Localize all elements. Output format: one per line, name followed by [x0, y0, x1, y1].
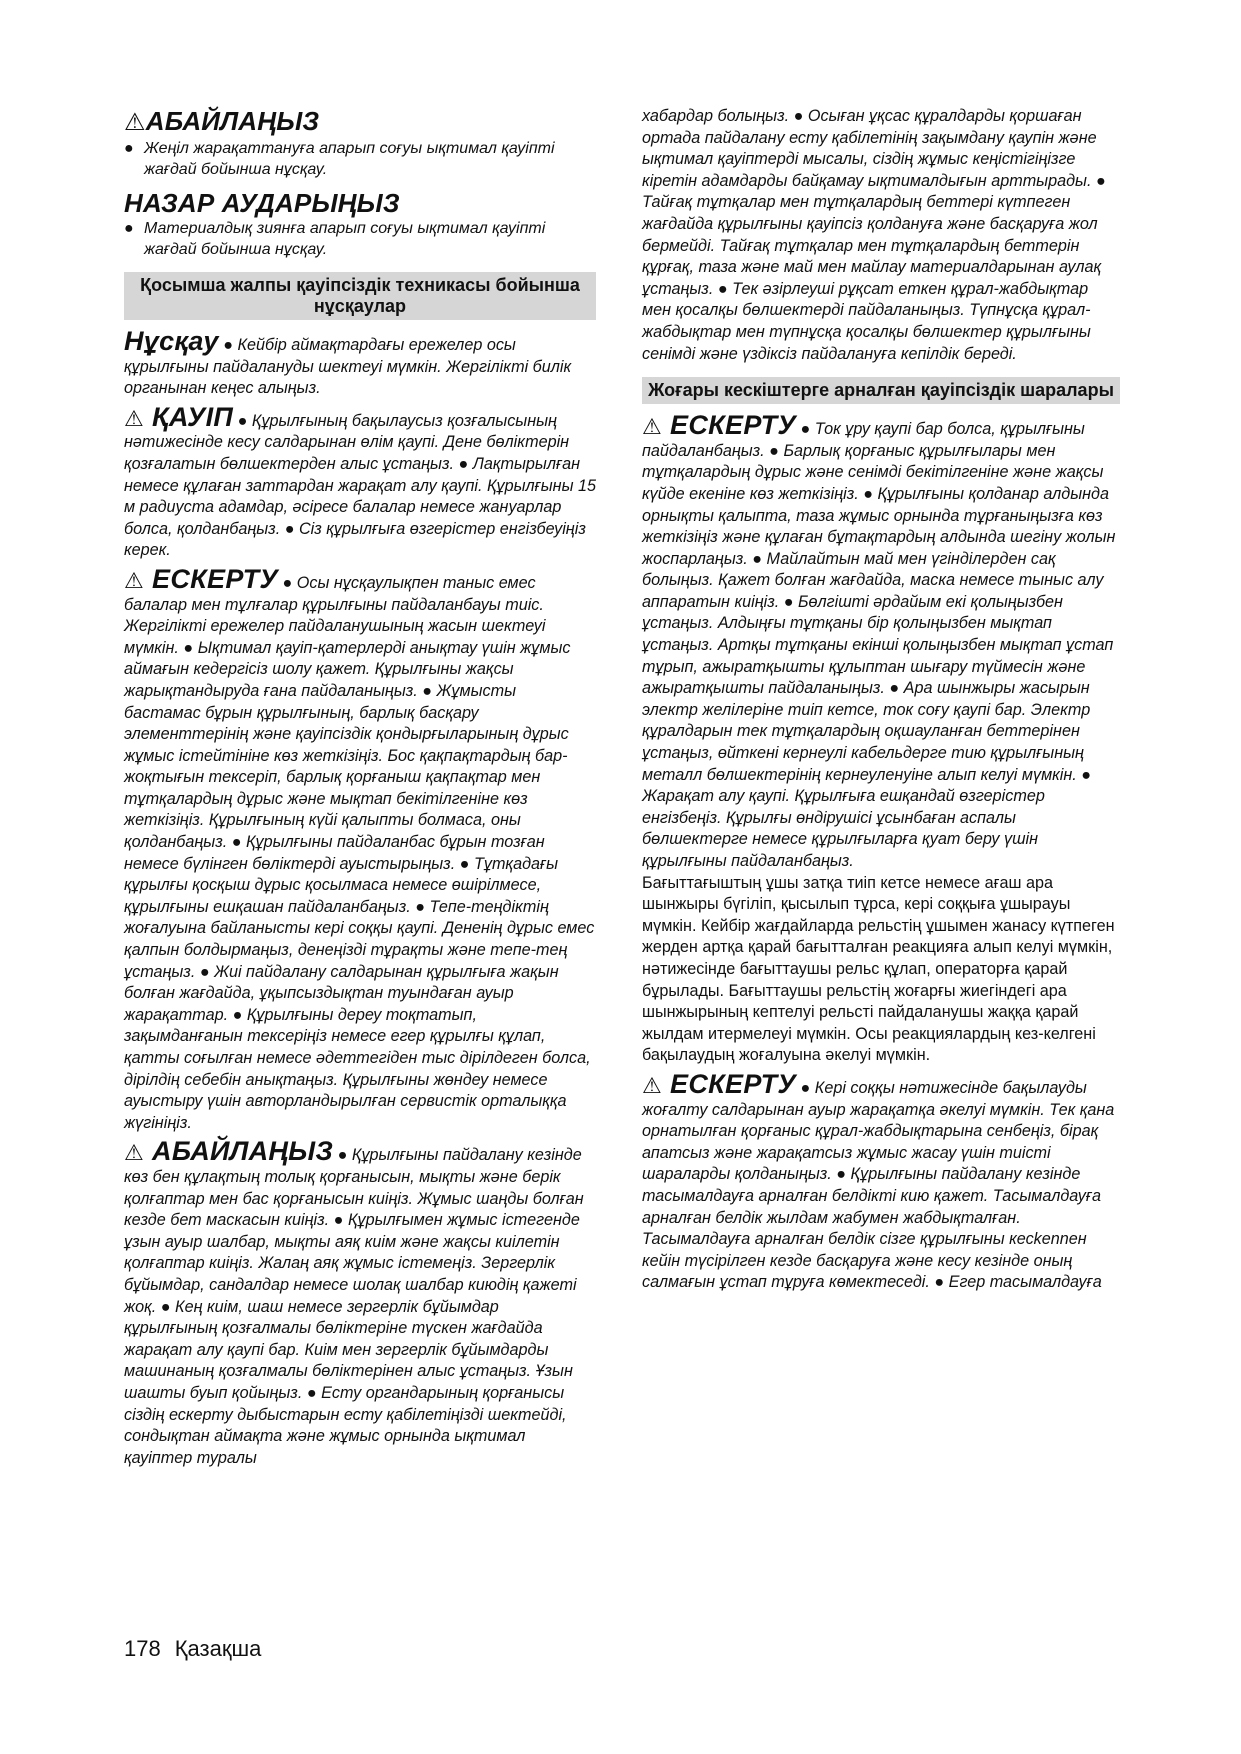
paragraph-warning: ⚠ ЕСКЕРТУ ● Осы нұсқаулықпен таныс емес балалар мен тұлғалар құрылғыны пайдаланбауы тиіс. Жергілікті ережелер пайдаланушының жасын шектеуі мүмкін. ● Ықтимал қауіп-қатерлерді анықтау үшін жұмыс аймағын кедергісіз шолу қажет. Құрылғыны жақсы жарықтандыруда ғана пайдаланыңыз. ● Жұмысты бастамас бұрын құрылғының, барлық басқару элементтерінің және қауіпсіздік қондырғыларының дұрыс жұмыс істейтініне көз жеткізіңіз. Бос қақпақтардың бар-жоқтығын тексеріп, барлық қорғаныш қақпақтар мен тұтқалардың дұрыс және мықтап бекітілгеніне көз жеткізіңіз. Құрылғының күйі қалыпты болмаса, оны қолданбаңыз. ● Құрылғыны пайдаланбас бұрын тозған немесе бүлінген бөліктерді ауыстырыңыз. ● Тұтқадағы құрылғы қосқыш дұрыс қосылмаса немесе өшірілмесе, құрылғыны ешқашан пайдаланбаңыз. ● Тепе-теңдіктің жоғалуына байланысты кері соққы қаупі. Дененің дұрыс емес қалпын болдырмаңыз, денеңізді тұрақты және тепе-тең ұстаңыз. ● Жиі пайдалану салдарынан құрылғыға жақын болған жағдайда, ұқыпсыздықтан туындаған ауыр жарақаттар. ● Құрылғыны дереу тоқтатып, зақымданғанын тексеріңіз немесе егер құрылғы құлап, қатты соғылған немесе әдеттегіден тыс дірілдеген болса, дірілдің себебін анықтаңыз. Құрылғыны жөндеу немесе ауыстыру үшін авторландырылған сервистік орталыққа жүгініңіз.: [124, 563, 595, 1132]
lead-danger: ҚАУІП: [152, 401, 234, 432]
lead-warning: ЕСКЕРТУ: [670, 1068, 797, 1099]
right-column: [642, 106, 1120, 1294]
paragraph-kickback: Бағыттағыштың ұшы затқа тиіп кетсе немесе ағаш ара шынжыры бүгіліп, қысылып тұрса, кері соққыға ұшырауы мүмкін. Кейбір жағдайларда рельстің ұшымен жанасу күтпеген жерден артқа қарай бағытталған реакцияға алып келуі мүмкін, нәтижесінде бағыттаушы рельс құлап, операторға қарай бұрылады. Бағыттаушы рельстің жоғарғы жиегіндегі ара шынжырының кептелуі рельсті пайдаланушы жаққа қарай жылдам итермелеуі мүмкін. Осы реакциялардың кез-келгені бақылаудың жоғалуына әкелуі мүмкін.: [642, 873, 1115, 1065]
paragraph-caution: ⚠ АБАЙЛАҢЫЗ ● Құрылғыны пайдалану кезінде көз бен құлақтың толық қорғанысын, мықты және берік қолғаптар мен бас қорғанысын киіңіз. Жұмыс шаңды болған кезде бет маскасын киіңіз. ● Құрылғымен жұмыс істегенде ұзын ауыр шалбар, мықты аяқ киім және жақсы киілетін қолғаптар киіңіз. Жалаң аяқ жұмыс істемеңіз. Зергерлік бұйымдар, сандалдар немесе шолақ шалбар киюдің қажеті жоқ. ● Кең киім, шаш немесе зергерлік бұйымдар құрылғының қозғалмалы бөліктеріне түскен жағдайда жарақат алу қаупі бар. Киім мен зергерлік бұйымдарды машинаның қозғалмалы бөліктерінен алыс ұстаңыз. Ұзын шашты буып қойыңыз. ● Есту органдарының қорғанысы сіздің ескерту дыбыстарын есту қабілетіңізді шектейді, сондықтан аймақта және жұмыс орнында ықтимал қауіптер туралы: [124, 1136, 584, 1467]
lead-caution: АБАЙЛАҢЫЗ: [152, 1136, 334, 1167]
paragraph-continued: хабардар болыңыз. ● Осыған ұқсас құралдарды қоршаған ортада пайдалану есту қабілетінің зақымдану қаупін және ықтимал қауіптерді мысалы, сіздің жұмыс кеңістігіңізге кіретін адамдарды байқамау ықтималдығын арттырады. ● Тайғақ тұтқалар мен тұтқалардың беттері күтпеген жағдайда құрылғыны қауіпсіз қолдануға және басқаруға жол бермейді. Тайғақ тұтқалар мен тұтқалардың беттерін құрғақ, таза және май мен майлау материалдарынан аулақ ұстаңыз. ● Тек әзірлеуші рұқсат еткен құрал-жабдықтар мен қосалқы бөлшектерді пайдаланыңыз. Түпнұсқа құрал-жабдықтар мен түпнұсқа қосалқы бөлшектер құрылғыны сенімді және үздіксіз пайдалануға кепілдік береді.: [642, 107, 1106, 363]
paragraph-warning-electric: ⚠ ЕСКЕРТУ ● Ток ұру қаупі бар болса, құрылғыны пайдаланбаңыз. ● Барлық қорғаныс құрылғылары мен тұтқалардың дұрыс және сенімді бекітілгеніне және жақсы күйде екеніне көз жеткізіңіз. ● Құрылғыны қолданар алдында орнықты қалыпта, таза жұмыс орнында тұрғаныңызға көз жеткізіңіз және құлаған бұтақтардың алдында шегіну жолын жоспарлаңыз. ● Майлайтын май мен үгінділерден сақ болыңыз. Қажет болған жағдайда, маска немесе тыныс алу аппаратын киіңіз. ● Бөлгішті әрдайым екі қолыңызбен ұстаңыз. Алдыңғы тұтқаны бір қолыңызбен мықтап ұстаңыз. Артқы тұтқаны екінші қолыңызбен мықтап ұстап тұрып, ажыратқышты құлыптан шығару түймесін және ажыратқышты пайдаланыңыз. ● Ара шынжыры жасырын электр желілеріне тиіп кетсе, ток соғу қаупі бар. Электр құралдарын тек тұтқалардың оқшауланған беттерінен ұстаңыз, өйткені кернеулі кабельдерге тию құрылғының металл бөлшектерінің кернеуленуіне алып келуі мүмкін. ● Жарақат алу қаупі. Құрылғыға ешқандай өзгерістер енгізбеңіз. Құрылғы өндірушісі ұсынбаған аспалы бөлшектерге немесе құрылғыларға қуат беру үшін құрылғыны пайдаланбаңыз.: [642, 410, 1116, 870]
warning-triangle-icon: ⚠: [124, 405, 145, 431]
warning-triangle-icon: ⚠: [642, 414, 663, 440]
warning-triangle-icon: ⚠: [642, 1072, 663, 1098]
notice-heading: НАЗАР АУДАРЫҢЫЗ: [124, 188, 400, 218]
lead-instruction: Нұсқау: [124, 326, 219, 356]
caution-heading: ⚠АБАЙЛАҢЫЗ: [124, 106, 320, 136]
left-column: [124, 106, 596, 1469]
paragraph-instruction: Нұсқау ● Кейбір аймақтардағы ережелер осы құрылғыны пайдалануды шектеуі мүмкін. Жергілікті билік органынан кеңес алыңыз.: [124, 326, 572, 398]
paragraph-warning-kickback: ⚠ ЕСКЕРТУ ● Кері соққы нәтижесінде бақылауды жоғалту салдарынан ауыр жарақатқа әкелуі мүмкін. Тек қана орнатылған қорғаныс құрал-жабдықтарына сенбеңіз, бірақ апатсыз және жарақатсыз жұмыс жасау үшін тиісті шараларды қолданыңыз. ● Құрылғыны пайдалану кезінде тасымалдауға арналған белдікті кию қажет. Тасымалдауға арналған белдік жылдам жабумен жабдықталған. Тасымалдауға арналған белдік сізге құрылғыны кесkennен кейін түсірілген кезде басқаруға және кесу кезінде оның салмағын ұстап тұруға көмектеседі. ● Егер тасымалдауға: [642, 1068, 1115, 1292]
notice-definition: ● Материалдық зиянға апарып соғуы ықтимал қауіпті жағдай бойынша нұсқау.: [124, 220, 546, 258]
language-label: Қазақша: [174, 1636, 262, 1661]
page-number: 178: [124, 1636, 161, 1661]
warning-triangle-icon: ⚠: [124, 567, 145, 593]
section-heading-general-safety: Қосымша жалпы қауіпсіздік техникасы бойынша нұсқаулар: [124, 272, 596, 320]
lead-warning: ЕСКЕРТУ: [670, 410, 797, 441]
warning-triangle-icon: ⚠: [124, 1140, 145, 1166]
warning-triangle-icon: ⚠: [124, 109, 146, 136]
page-footer: [124, 1636, 261, 1662]
caution-definition: ● Жеңіл жарақаттануға апарып соғуы ықтимал қауіпті жағдай бойынша нұсқау.: [124, 140, 555, 178]
lead-warning: ЕСКЕРТУ: [152, 563, 279, 594]
paragraph-danger: ⚠ ҚАУІП ● Құрылғының бақылаусыз қозғалысының нәтижесінде кесу салдарынан өлім қаупі. Дене бөліктерін қозғалатын бөлшектерден алыс ұстаңыз. ● Лақтырылған немесе құлаған заттардан жарақат алу қаупі. Құрылғыны 15 м радиуста адамдар, әсіресе балалар немесе жануарлар болса, қолданбаңыз. ● Сіз құрылғыға өзгерістер енгізбеуіңіз керек.: [124, 401, 596, 560]
section-heading-pole-cutter-safety: Жоғары кескіштерге арналған қауіпсіздік шаралары: [642, 377, 1120, 404]
